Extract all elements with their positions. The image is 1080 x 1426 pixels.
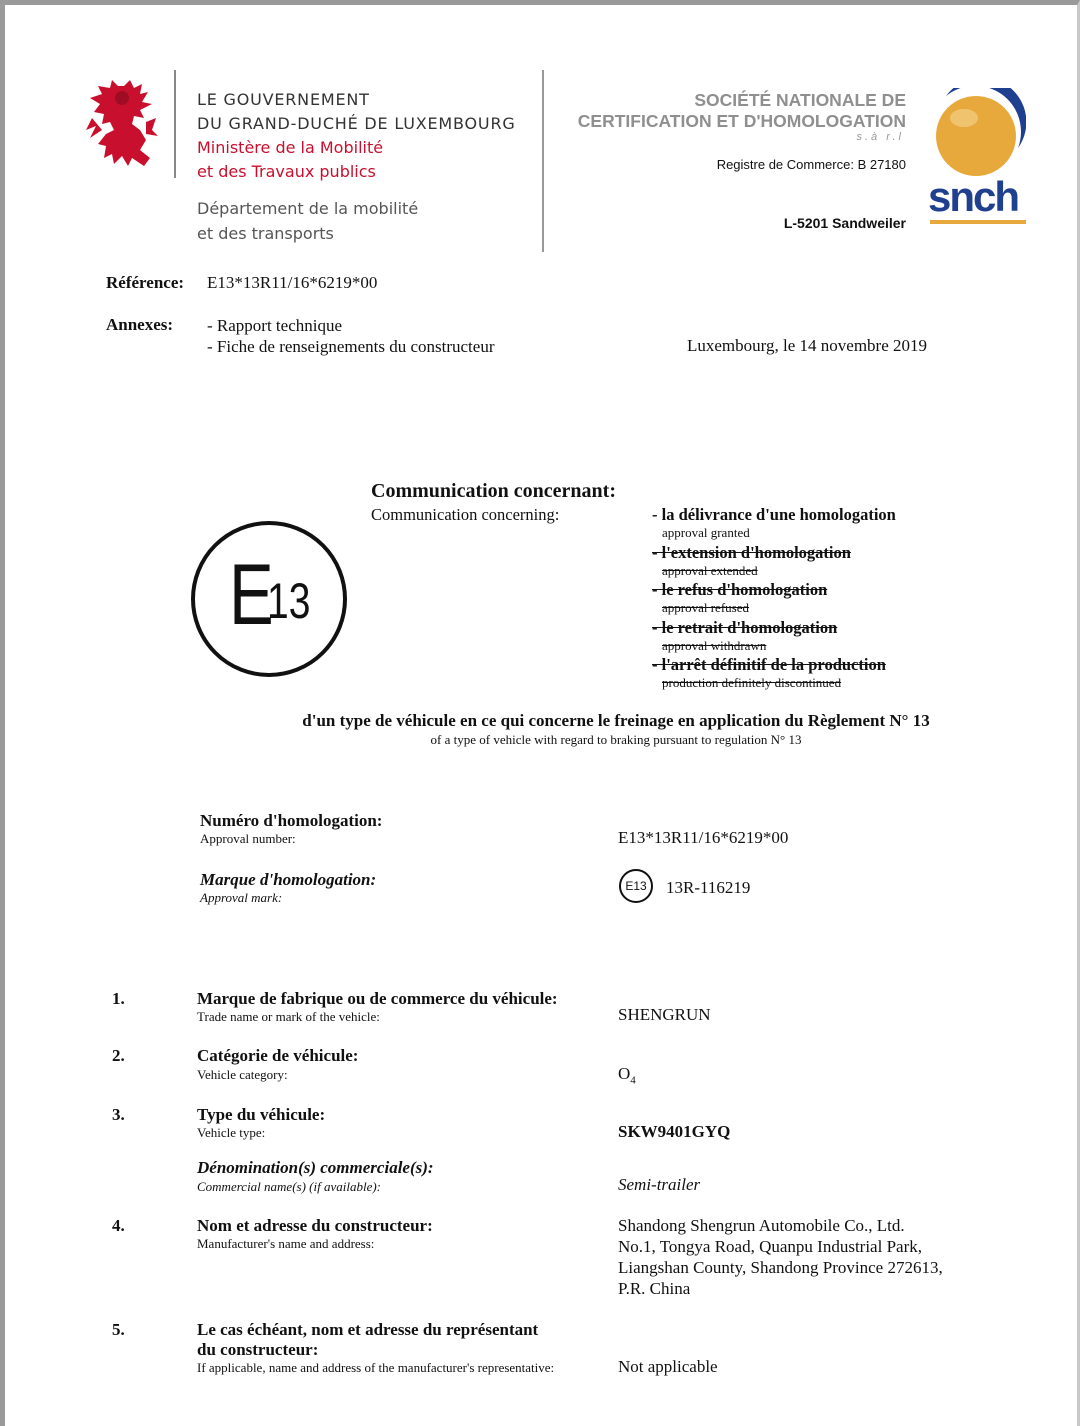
- annexes-list: [207, 315, 495, 357]
- header-divider-center: [542, 70, 544, 252]
- e13-emblem-number: 13: [267, 573, 311, 629]
- item-value: SHENGRUN: [618, 1005, 711, 1024]
- item-title: Dénomination(s) commerciale(s):: [197, 1158, 434, 1177]
- e13-emblem-letter: E: [229, 547, 274, 643]
- approval-number-sub: Approval number:: [200, 831, 296, 846]
- option-fr: - l'extension d'homologation: [652, 542, 851, 562]
- address-line: Shandong Shengrun Automobile Co., Ltd.: [618, 1216, 905, 1235]
- e13-emblem: [191, 521, 347, 677]
- item-title: Marque de fabrique ou de commerce du véhicule:: [197, 989, 558, 1008]
- header-divider-left: [174, 70, 176, 178]
- subject-en: of a type of vehicle with regard to braking pursuant to regulation N° 13: [430, 732, 802, 747]
- item-value: Semi-trailer: [618, 1175, 701, 1194]
- registre-commerce: Registre de Commerce: B 27180: [716, 157, 906, 172]
- approval-mark-value: 13R-116219: [666, 878, 751, 897]
- snch-logo-underline: [930, 220, 1026, 224]
- item-title: Nom et adresse du constructeur:: [197, 1216, 433, 1235]
- approval-number-label: Numéro d'homologation:: [200, 811, 383, 830]
- option-fr: - l'arrêt définitif de la production: [652, 655, 886, 674]
- item-sub: Manufacturer's name and address:: [197, 1236, 375, 1251]
- item-value: Not applicable: [618, 1357, 718, 1376]
- approval-number-value: E13*13R11/16*6219*00: [618, 828, 789, 847]
- option-item: [652, 618, 896, 656]
- item-number: 3.: [112, 1105, 125, 1124]
- address-line: Liangshan County, Shandong Province 272613,: [618, 1258, 943, 1277]
- communication-options: [652, 505, 896, 693]
- item-number: 4.: [112, 1216, 125, 1235]
- snch-logo: [926, 88, 1036, 228]
- item-number: 1.: [112, 989, 125, 1008]
- snch-company-name: [546, 90, 906, 132]
- option-item: [652, 543, 896, 581]
- communication-title: Communication concernant:: [371, 480, 616, 502]
- option-item: [652, 505, 896, 543]
- address-line: P.R. China: [618, 1279, 691, 1298]
- snch-address: L-5201 Sandweiler: [783, 215, 906, 231]
- department-line-1: Département de la mobilité: [197, 199, 419, 218]
- item-number: 5.: [112, 1320, 125, 1339]
- approval-mark-emblem: [619, 869, 653, 903]
- item-title: Catégorie de véhicule:: [197, 1046, 359, 1065]
- item-title: Type du véhicule:: [197, 1105, 326, 1124]
- approval-mark-emblem-text: E13: [625, 879, 647, 893]
- gov-line-1: LE GOUVERNEMENT: [197, 90, 370, 109]
- ministry-line-1: Ministère de la Mobilité: [197, 138, 384, 157]
- item-sub: If applicable, name and address of the manufacturer's representative:: [197, 1360, 555, 1375]
- item-title-line: Le cas échéant, nom et adresse du représentant: [197, 1320, 539, 1339]
- annex-item: - Rapport technique: [207, 316, 343, 335]
- item-title: [197, 1320, 538, 1360]
- luxembourg-lion-icon: [84, 78, 158, 170]
- item-sub: Trade name or mark of the vehicle:: [197, 1009, 380, 1024]
- option-fr: - le refus d'homologation: [652, 580, 828, 599]
- approval-mark-label: Marque d'homologation:: [200, 870, 377, 889]
- department-name: [197, 196, 418, 246]
- option-item: [652, 655, 896, 693]
- item-value: SKW9401GYQ: [618, 1122, 731, 1141]
- item-value-subscript: 4: [630, 1074, 636, 1087]
- snch-logo-text: snch: [928, 173, 1019, 220]
- approval-mark-sub: Approval mark:: [200, 890, 283, 905]
- option-en: production definitely discontinued: [662, 675, 842, 690]
- item-title-line: du constructeur:: [197, 1340, 319, 1359]
- item-value-main: O: [618, 1064, 631, 1083]
- ministry-name: [197, 136, 383, 184]
- option-en: approval withdrawn: [662, 637, 767, 653]
- item-number: 2.: [112, 1046, 125, 1065]
- annexes-label: Annexes:: [106, 315, 174, 334]
- option-en: approval granted: [662, 525, 750, 540]
- reference-value: E13*13R11/16*6219*00: [207, 273, 378, 292]
- snch-sarl: s.à r.l: [856, 131, 904, 143]
- document-date: Luxembourg, le 14 novembre 2019: [687, 336, 928, 355]
- item-value: [618, 1063, 636, 1091]
- gov-title: [197, 88, 516, 136]
- subject-fr: d'un type de véhicule en ce qui concerne le freinage en application du Règlement N° 13: [302, 711, 930, 730]
- option-item: [652, 580, 896, 618]
- option-en: approval refused: [662, 600, 749, 615]
- item-sub: Vehicle category:: [197, 1067, 288, 1082]
- address-line: No.1, Tongya Road, Quanpu Industrial Park,: [618, 1237, 922, 1256]
- snch-line-1: SOCIÉTÉ NATIONALE DE: [694, 90, 906, 110]
- manufacturer-address: [618, 1215, 943, 1299]
- snch-sphere-icon: [926, 88, 1026, 184]
- annex-item: - Fiche de renseignements du constructeur: [207, 337, 495, 356]
- gov-line-2: DU GRAND-DUCHÉ DE LUXEMBOURG: [197, 114, 516, 133]
- option-fr: - le retrait d'homologation: [652, 617, 838, 637]
- item-sub: Commercial name(s) (if available):: [197, 1179, 381, 1194]
- option-en: approval extended: [662, 562, 758, 578]
- communication-subtitle: Communication concerning:: [371, 505, 560, 524]
- department-line-2: et des transports: [197, 224, 334, 243]
- reference-label: Référence:: [106, 273, 185, 292]
- snch-line-2: CERTIFICATION ET D'HOMOLOGATION: [577, 111, 906, 131]
- item-sub: Vehicle type:: [197, 1125, 266, 1140]
- ministry-line-2: et des Travaux publics: [197, 162, 376, 181]
- option-fr: - la délivrance d'une homologation: [652, 505, 896, 524]
